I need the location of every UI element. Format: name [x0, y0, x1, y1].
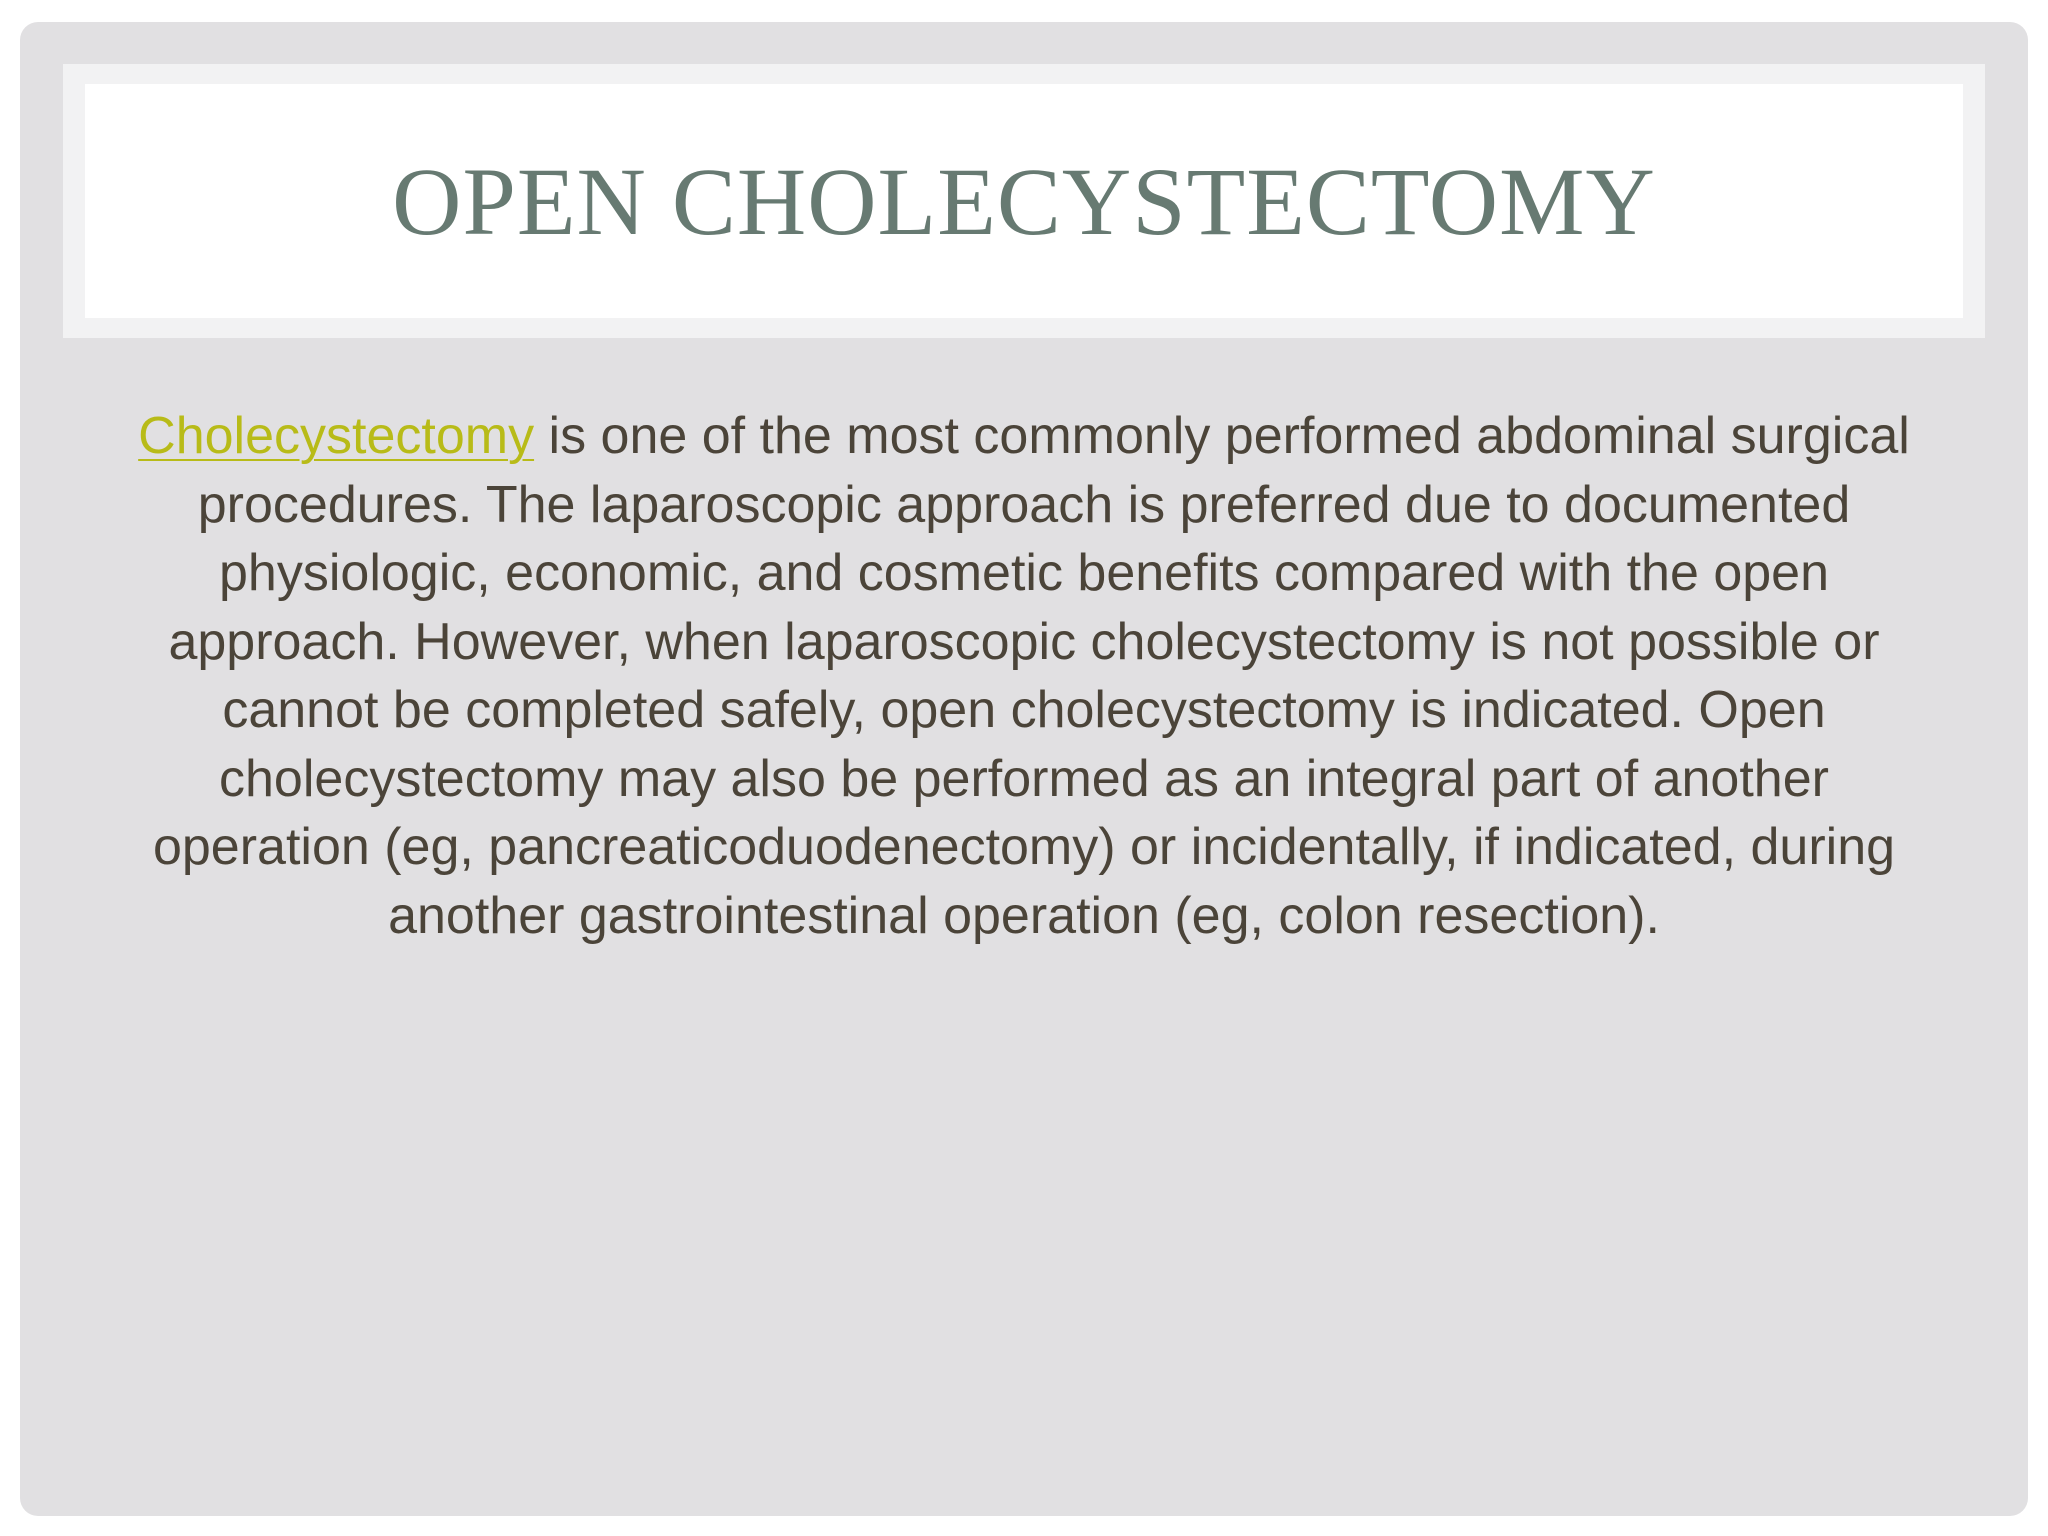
cholecystectomy-link[interactable]: Cholecystectomy: [138, 407, 535, 465]
title-frame: [63, 64, 1985, 338]
body-text: is one of the most commonly performed abdominal surgical procedures. The laparoscopic approach is preferred due to documented physiologic, economic, and cosmetic benefits compared with the open approach. However, when laparoscopic cholecystectomy is not possible or cannot be completed safely, open cholecystectomy is indicated. Open cholecystectomy may also be performed as an integral part of another operation (eg, pancreaticoduodenectomy) or incidentally, if indicated, during another gastrointestinal operation (eg, colon resection).: [152, 407, 1910, 945]
slide-title: OPEN CHOLECYSTECTOMY: [392, 147, 1656, 255]
title-box: [85, 84, 1963, 318]
slide: [20, 22, 2028, 1516]
body-paragraph: [120, 402, 1928, 950]
